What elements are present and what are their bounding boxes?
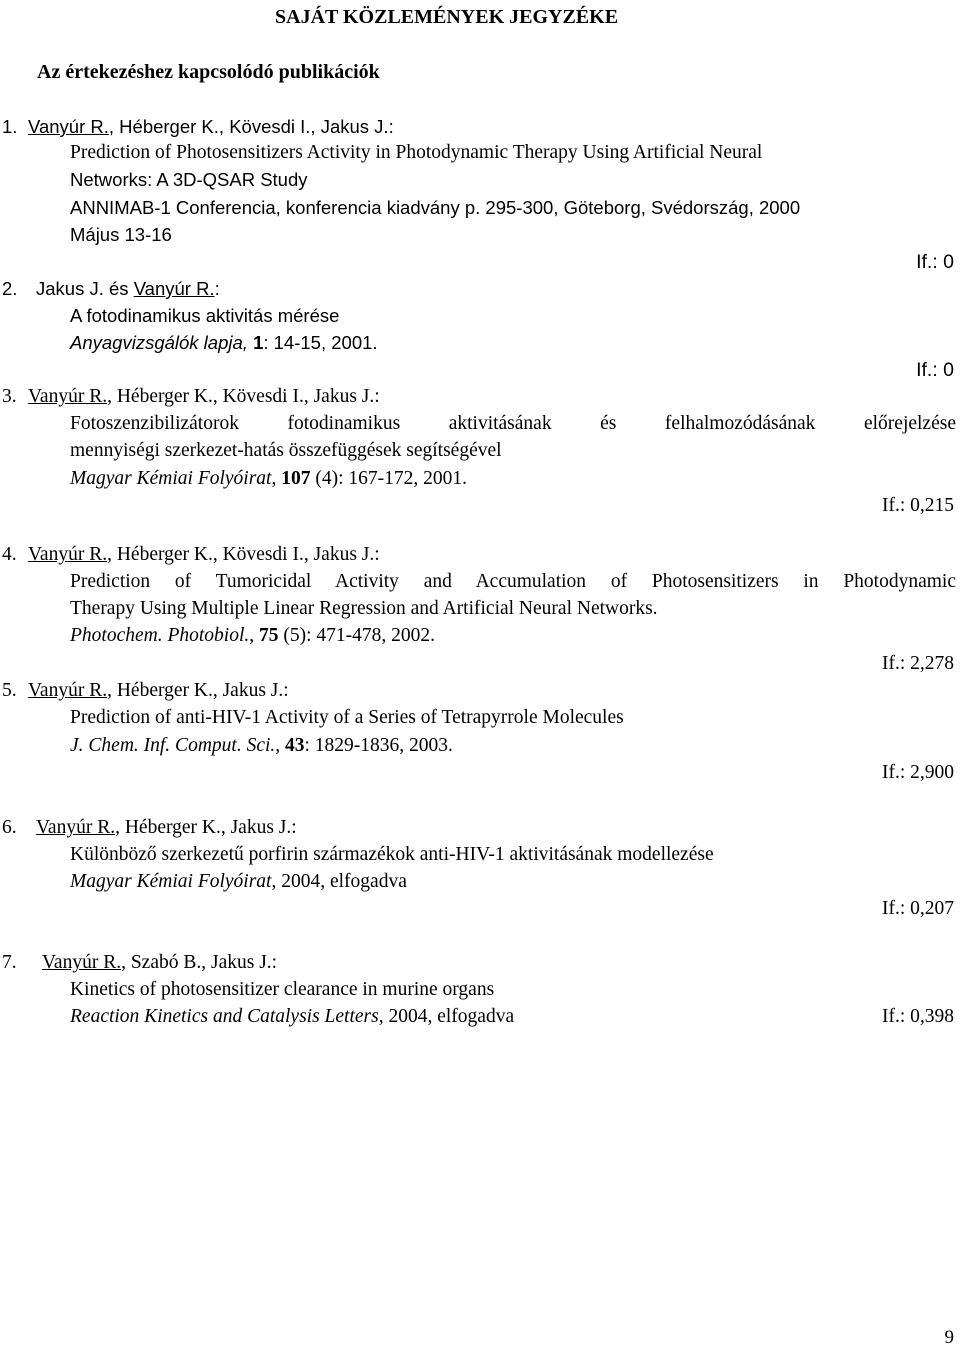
journal-name: J. Chem. Inf. Comput. Sci. — [70, 735, 276, 756]
publication-1-venue-line2: Május 13-16 — [70, 224, 172, 245]
publication-5-citation: J. Chem. Inf. Comput. Sci., 43: 1829-1836, 2003. — [70, 735, 453, 756]
publication-number: 7. — [2, 952, 17, 973]
authors-colon: : — [214, 278, 220, 299]
publication-number: 5. — [2, 680, 17, 701]
publication-status: , 2004, elfogadva — [378, 1006, 515, 1027]
coauthors: , Héberger K., Kövesdi I., Jakus J.: — [108, 116, 394, 137]
section-title: Az értekezéshez kapcsolódó publikációk — [37, 61, 380, 83]
pages-year: (4): 167-172, 2001. — [310, 468, 468, 489]
publication-number: 1. — [2, 116, 18, 137]
author-highlight: Vanyúr R. — [28, 386, 108, 407]
publication-1-impact-factor: If.: 0 — [916, 251, 954, 273]
publication-1-title-line1: Prediction of Photosensitizers Activity in Photodynamic Therapy Using Artificial Neural — [70, 142, 763, 163]
page-number: 9 — [944, 1327, 954, 1348]
publication-7-title: Kinetics of photosensitizer clearance in murine organs — [70, 979, 495, 1000]
journal-name: Anyagvizsgálók lapja, — [70, 332, 248, 353]
coauthors: , Héberger K., Kövesdi I., Jakus J.: — [107, 544, 380, 565]
publication-3-title-line1: Fotoszenzibilizátorok fotodinamikus aktivitásának és felhalmozódásának előrejelzése — [70, 413, 956, 434]
publication-4-citation: Photochem. Photobiol., 75 (5): 471-478, 2002. — [70, 625, 436, 646]
publication-4-title-line1: Prediction of Tumoricidal Activity and Accumulation of Photosensitizers in Photodynamic — [70, 571, 956, 592]
pages-year: (5): 471-478, 2002. — [278, 625, 436, 646]
coauthors: , Héberger K., Jakus J.: — [115, 817, 297, 838]
pages-year: : 14-15, 2001. — [263, 332, 378, 353]
publication-2-citation — [70, 330, 378, 356]
publication-6-citation — [70, 869, 407, 895]
publication-3-title-line2: mennyiségi szerkezet-hatás összefüggések segítségével — [70, 440, 502, 461]
author-highlight: Vanyúr R. — [42, 952, 122, 973]
coauthors: , Héberger K., Kövesdi I., Jakus J.: — [107, 386, 380, 407]
publication-number: 4. — [2, 544, 17, 565]
coauthors: , Héberger K., Jakus J.: — [107, 680, 289, 701]
coauthors: Jakus J. és — [36, 278, 134, 299]
publication-5-impact-factor: If.: 2,900 — [881, 762, 954, 783]
journal-volume: 107 — [281, 468, 311, 489]
publication-status: , 2004, elfogadva — [271, 871, 407, 892]
publication-2-title: A fotodinamikus aktivitás mérése — [70, 305, 340, 326]
author-highlight: Vanyúr R. — [28, 680, 108, 701]
publication-number: 6. — [2, 817, 17, 838]
author-highlight: Vanyúr R. — [28, 544, 108, 565]
journal-name: Photochem. Photobiol. — [70, 625, 250, 646]
publication-number: 3. — [2, 386, 17, 407]
publication-1-venue-line1: ANNIMAB-1 Conferencia, konferencia kiadvány p. 295-300, Göteborg, Svédország, 2000 — [70, 197, 801, 218]
journal-volume: 43 — [285, 735, 305, 756]
journal-volume: 1 — [253, 332, 264, 353]
pages-year: : 1829-1836, 2003. — [304, 735, 453, 756]
publication-2-impact-factor: If.: 0 — [916, 359, 954, 381]
publication-3-citation: Magyar Kémiai Folyóirat, 107 (4): 167-172, 2001. — [70, 468, 468, 489]
author-highlight: Vanyúr R. — [28, 116, 109, 137]
publication-7-citation — [70, 1004, 514, 1030]
publication-5-title: Prediction of anti-HIV-1 Activity of a Series of Tetrapyrrole Molecules — [70, 707, 624, 728]
journal-volume: 75 — [259, 625, 279, 646]
publication-3-impact-factor: If.: 0,215 — [881, 495, 954, 516]
coauthors: , Szabó B., Jakus J.: — [121, 952, 278, 973]
publication-6-impact-factor: If.: 0,207 — [881, 898, 954, 919]
journal-name: Reaction Kinetics and Catalysis Letters — [70, 1006, 379, 1027]
publication-7-impact-factor: If.: 0,398 — [881, 1006, 954, 1027]
author-highlight: Vanyúr R. — [133, 278, 215, 299]
author-highlight: Vanyúr R. — [36, 817, 116, 838]
journal-name: Magyar Kémiai Folyóirat — [70, 871, 272, 892]
publication-6-title: Különböző szerkezetű porfirin származékok anti-HIV-1 aktivitásának modellezése — [70, 844, 714, 865]
publication-number: 2. — [2, 278, 18, 299]
page-title: SAJÁT KÖZLEMÉNYEK JEGYZÉKE — [275, 6, 619, 28]
publication-4-title-line2: Therapy Using Multiple Linear Regression and Artificial Neural Networks. — [70, 598, 658, 619]
journal-name: Magyar Kémiai Folyóirat — [70, 468, 272, 489]
publication-4-impact-factor: If.: 2,278 — [881, 653, 954, 674]
publication-1-title-line2: Networks: A 3D-QSAR Study — [70, 169, 308, 190]
